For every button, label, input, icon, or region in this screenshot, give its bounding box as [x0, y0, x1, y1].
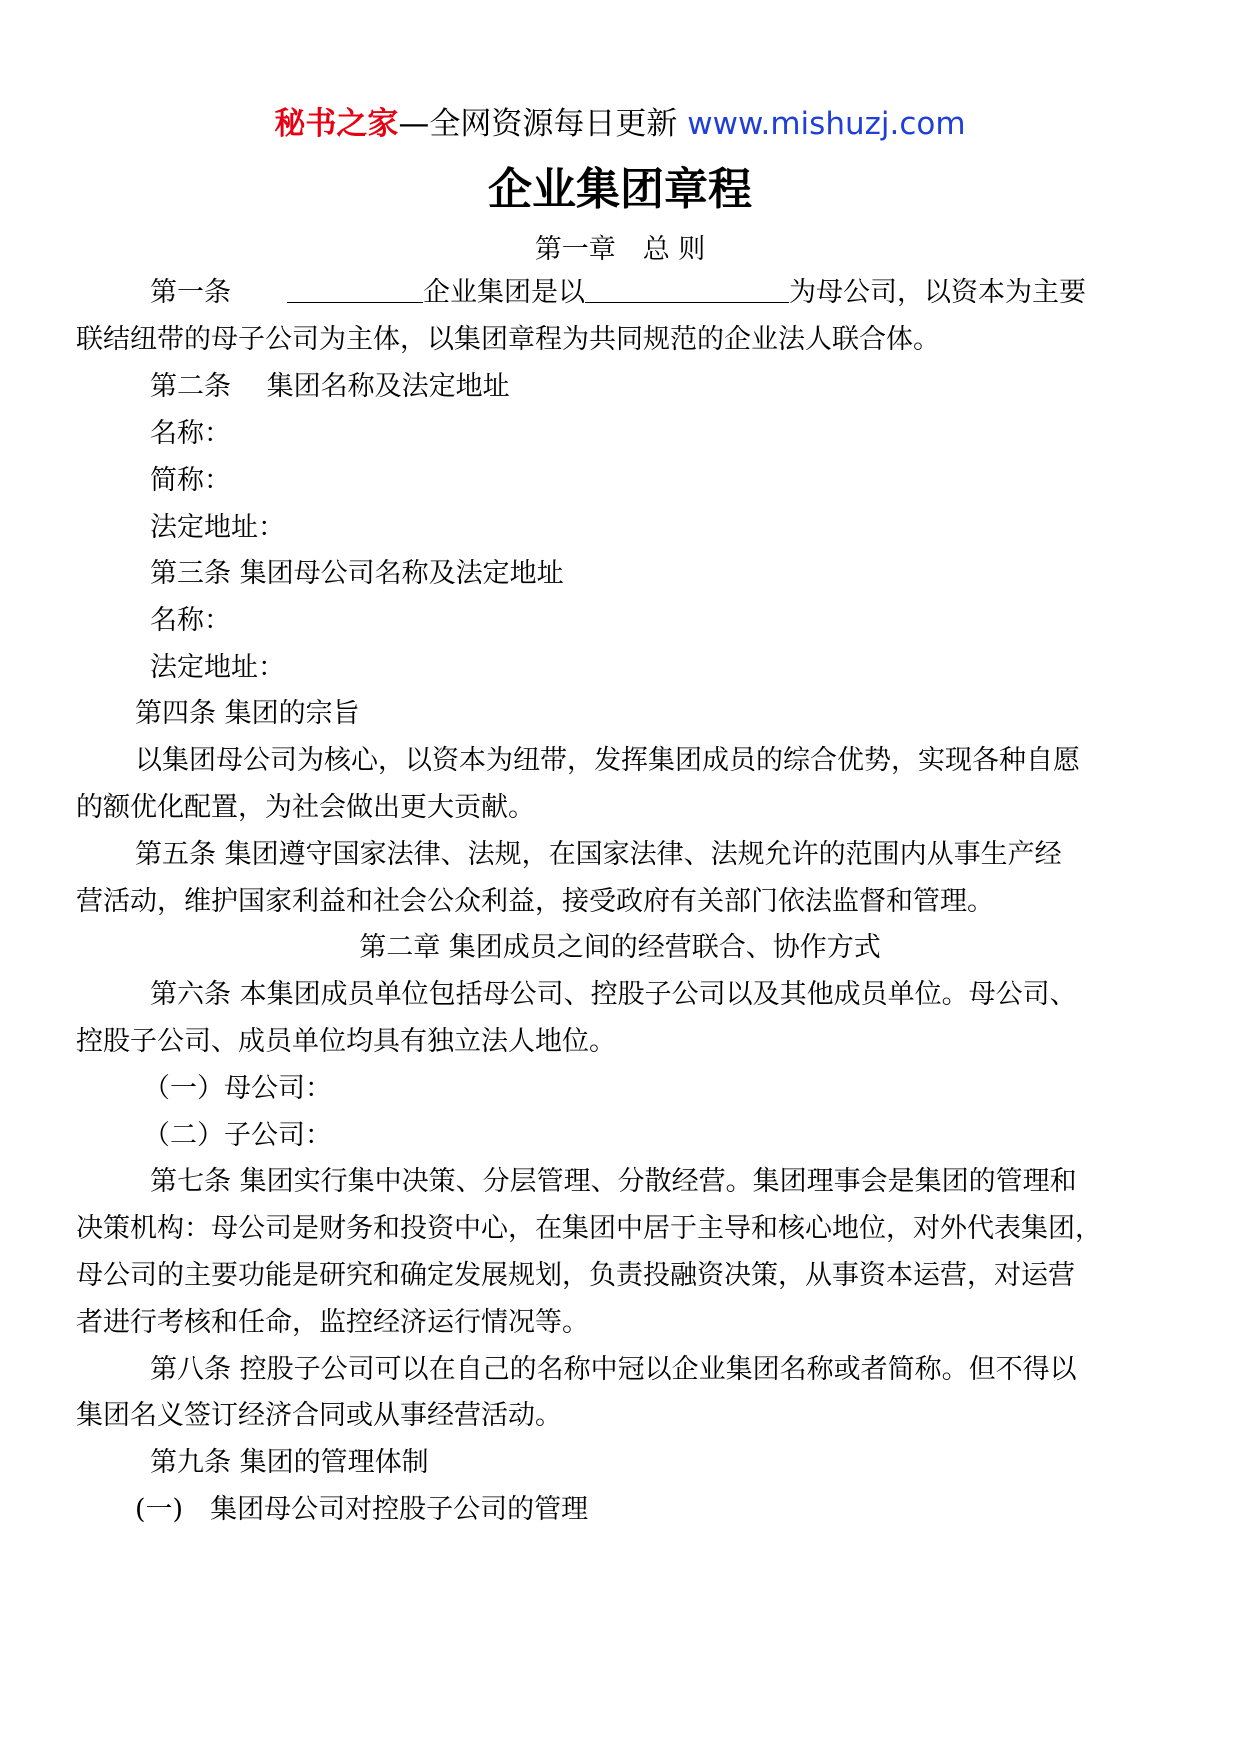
- blank-field-group-name[interactable]: [287, 276, 423, 303]
- blank-field-parent-company[interactable]: [585, 276, 789, 303]
- header-tagline: —全网资源每日更新: [398, 106, 688, 142]
- article-1-line-1: [150, 275, 1086, 311]
- article-1-label: 第一条: [150, 277, 231, 308]
- chapter-2-heading: 第二章 集团成员之间的经营联合、协作方式: [359, 932, 881, 963]
- article-1-text-b: 为母公司，以资本为主要: [789, 277, 1086, 308]
- article-1-line-2: 联结纽带的母子公司为主体，以集团章程为共同规范的企业法人联合体。: [76, 324, 940, 355]
- article-9-item-1: (一) 集团母公司对控股子公司的管理: [135, 1494, 589, 1525]
- document-title: 企业集团章程: [488, 164, 752, 215]
- article-6-item-2: （二）子公司：: [143, 1120, 332, 1151]
- article-4-line-2: 的额优化配置，为社会做出更大贡献。: [76, 792, 535, 823]
- article-7-line-4: 者进行考核和任命，监控经济运行情况等。: [76, 1307, 589, 1338]
- article-3-heading: 第三条 集团母公司名称及法定地址: [150, 558, 564, 589]
- article-5-line-2: 营活动，维护国家利益和社会公众利益，接受政府有关部门依法监督和管理。: [76, 886, 994, 917]
- article-2-heading: 第二条 集团名称及法定地址: [150, 371, 510, 402]
- article-2-name: 名称：: [150, 418, 231, 449]
- article-8-line-2: 集团名义签订经济合同或从事经营活动。: [76, 1400, 562, 1431]
- article-1-text-a: 企业集团是以: [423, 277, 585, 308]
- header-url-link[interactable]: www.mishuzj.com: [687, 106, 966, 142]
- article-6-item-1: （一）母公司：: [143, 1073, 332, 1104]
- article-7-line-3: 母公司的主要功能是研究和确定发展规划，负责投融资决策，从事资本运营，对运营: [76, 1260, 1075, 1291]
- article-5-line-1: 第五条 集团遵守国家法律、法规，在国家法律、法规允许的范围内从事生产经: [135, 839, 1062, 870]
- article-2-short-name: 简称：: [150, 465, 231, 496]
- article-2-address: 法定地址：: [150, 512, 285, 543]
- article-9-heading: 第九条 集团的管理体制: [150, 1447, 429, 1478]
- article-8-line-1: 第八条 控股子公司可以在自己的名称中冠以企业集团名称或者简称。但不得以: [150, 1354, 1077, 1385]
- article-6-line-2: 控股子公司、成员单位均具有独立法人地位。: [76, 1026, 616, 1057]
- article-3-name: 名称：: [150, 605, 231, 636]
- article-4-line-1: 以集团母公司为核心，以资本为纽带，发挥集团成员的综合优势，实现各种自愿: [135, 745, 1080, 776]
- chapter-1-heading: 第一章 总 则: [534, 234, 706, 265]
- article-7-line-2: 决策机构：母公司是财务和投资中心，在集团中居于主导和核心地位，对外代表集团，: [76, 1213, 1102, 1244]
- article-6-line-1: 第六条 本集团成员单位包括母公司、控股子公司以及其他成员单位。母公司、: [150, 979, 1077, 1010]
- site-header: [0, 104, 1240, 144]
- article-7-line-1: 第七条 集团实行集中决策、分层管理、分散经营。集团理事会是集团的管理和: [150, 1166, 1077, 1197]
- header-brand: 秘书之家: [274, 106, 399, 142]
- article-4-heading: 第四条 集团的宗旨: [135, 698, 360, 729]
- article-3-address: 法定地址：: [150, 652, 285, 683]
